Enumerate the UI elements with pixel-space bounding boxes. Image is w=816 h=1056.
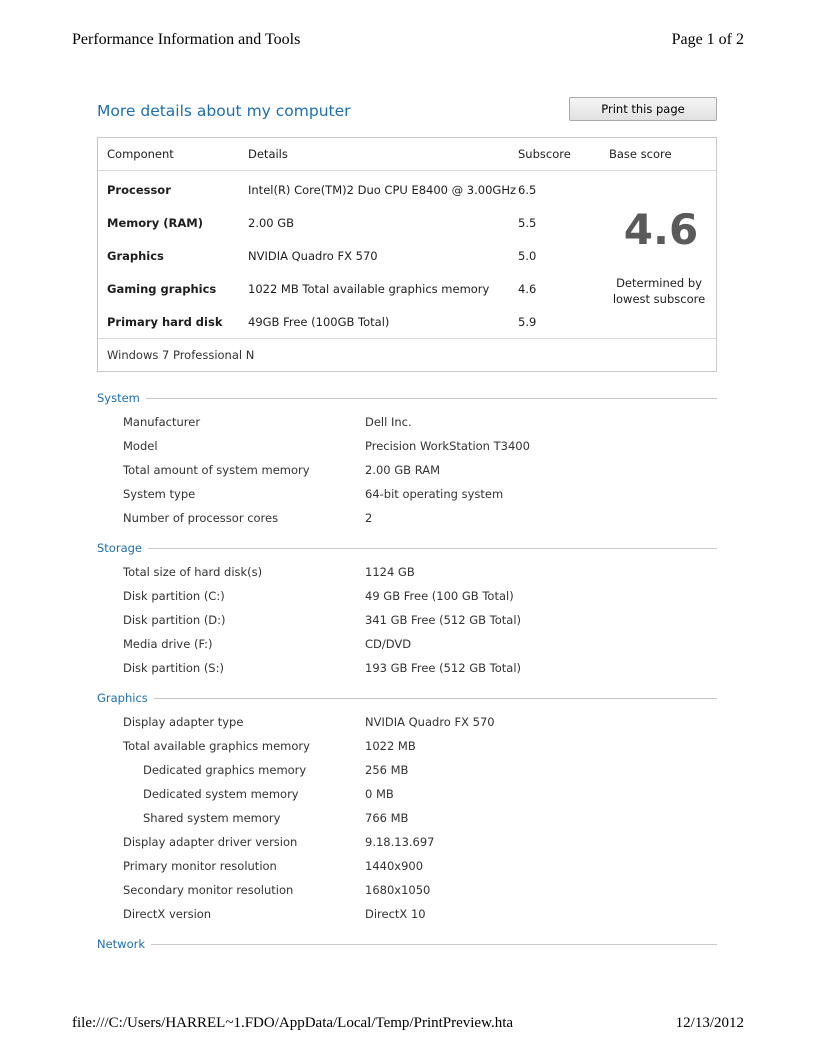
- print-footer: [72, 1015, 744, 1032]
- component-name: Primary hard disk: [107, 314, 223, 329]
- section-header-storage: [97, 536, 717, 560]
- component-subscore: 4.6: [518, 281, 537, 296]
- info-row: [97, 830, 717, 854]
- component-subscore: 5.9: [518, 314, 537, 329]
- info-row: [97, 506, 717, 530]
- info-row: [97, 584, 717, 608]
- print-header-page-number: Page 1 of 2: [671, 31, 744, 48]
- section-header-network: [97, 932, 717, 956]
- info-value: 64-bit operating system: [365, 487, 504, 501]
- print-header: [72, 31, 744, 49]
- info-value: 193 GB Free (512 GB Total): [365, 661, 522, 675]
- info-row: [97, 734, 717, 758]
- component-name: Processor: [107, 182, 171, 197]
- section-divider: [154, 698, 717, 699]
- component-name: Gaming graphics: [107, 281, 217, 296]
- info-value: 1022 MB: [365, 739, 416, 753]
- info-value: NVIDIA Quadro FX 570: [365, 715, 495, 729]
- component-name: Graphics: [107, 248, 164, 263]
- info-row: [97, 878, 717, 902]
- info-row: [97, 806, 717, 830]
- info-value: 49 GB Free (100 GB Total): [365, 589, 514, 603]
- base-score-note: [601, 275, 717, 307]
- section-label: System: [97, 391, 146, 405]
- info-row: [97, 710, 717, 734]
- base-score-note-line: lowest subscore: [612, 292, 706, 306]
- info-key: DirectX version: [123, 907, 212, 921]
- base-score-value: 4.6: [623, 205, 699, 254]
- column-header-subscore: Subscore: [518, 138, 609, 171]
- info-value: 9.18.13.697: [365, 835, 435, 849]
- component-details: 49GB Free (100GB Total): [248, 314, 390, 329]
- section-header-system: [97, 386, 717, 410]
- section-label: Network: [97, 937, 151, 951]
- os-edition: Windows 7 Professional N: [98, 338, 716, 371]
- info-key: Total available graphics memory: [123, 739, 310, 753]
- component-subscore: 5.5: [518, 215, 537, 230]
- score-summary-box: [97, 137, 717, 372]
- section-divider: [151, 944, 717, 945]
- info-row: [97, 560, 717, 584]
- info-value: 341 GB Free (512 GB Total): [365, 613, 522, 627]
- info-key: Dedicated graphics memory: [143, 763, 307, 777]
- info-key: Total size of hard disk(s): [123, 565, 263, 579]
- info-key: Disk partition (S:): [123, 661, 224, 675]
- info-row: [97, 434, 717, 458]
- print-footer-date: 12/13/2012: [675, 1015, 744, 1031]
- info-key: Number of processor cores: [123, 511, 279, 525]
- title-row: [97, 97, 717, 137]
- info-key: Secondary monitor resolution: [123, 883, 294, 897]
- info-row: [97, 632, 717, 656]
- info-row: [97, 458, 717, 482]
- main-content: [97, 97, 717, 956]
- info-key: Media drive (F:): [123, 637, 213, 651]
- info-key: Display adapter type: [123, 715, 244, 729]
- print-header-title: Performance Information and Tools: [72, 31, 301, 48]
- info-key: Shared system memory: [143, 811, 281, 825]
- component-details: 2.00 GB: [248, 215, 295, 230]
- info-value: CD/DVD: [365, 637, 412, 651]
- section-divider: [146, 398, 717, 399]
- info-key: Manufacturer: [123, 415, 201, 429]
- info-row: [97, 854, 717, 878]
- info-value: Dell Inc.: [365, 415, 412, 429]
- info-key: Disk partition (C:): [123, 589, 225, 603]
- info-value: 1440x900: [365, 859, 424, 873]
- base-score-note-line: Determined by: [616, 276, 702, 290]
- info-value: 256 MB: [365, 763, 409, 777]
- component-subscore: 5.0: [518, 248, 537, 263]
- print-footer-path: file:///C:/Users/HARREL~1.FDO/AppData/Local/Temp/PrintPreview.hta: [72, 1015, 514, 1031]
- info-value: 766 MB: [365, 811, 409, 825]
- info-row: [97, 656, 717, 680]
- component-details: Intel(R) Core(TM)2 Duo CPU E8400 @ 3.00GHz: [248, 182, 517, 197]
- column-header-base-score: Base score: [609, 138, 716, 171]
- section-label: Storage: [97, 541, 148, 555]
- info-key: System type: [123, 487, 196, 501]
- page-title: More details about my computer: [97, 102, 351, 120]
- column-header-component: Component: [98, 138, 248, 171]
- info-key: Total amount of system memory: [123, 463, 310, 477]
- info-key: Primary monitor resolution: [123, 859, 277, 873]
- base-score-area: [601, 171, 717, 307]
- component-details: 1022 MB Total available graphics memory: [248, 281, 490, 296]
- info-key: Dedicated system memory: [143, 787, 299, 801]
- print-page-button[interactable]: Print this page: [569, 97, 717, 121]
- info-key: Display adapter driver version: [123, 835, 298, 849]
- score-row: [98, 305, 716, 338]
- section-label: Graphics: [97, 691, 154, 705]
- info-row: [97, 902, 717, 926]
- info-value: 1680x1050: [365, 883, 431, 897]
- component-subscore: 6.5: [518, 182, 537, 197]
- info-row: [97, 758, 717, 782]
- info-value: 0 MB: [365, 787, 394, 801]
- info-row: [97, 410, 717, 434]
- info-key: Disk partition (D:): [123, 613, 226, 627]
- info-row: [97, 482, 717, 506]
- info-value: DirectX 10: [365, 907, 426, 921]
- info-value: 2: [365, 511, 373, 525]
- section-divider: [148, 548, 717, 549]
- column-header-details: Details: [248, 138, 518, 171]
- score-table-header: [98, 138, 716, 171]
- component-details: NVIDIA Quadro FX 570: [248, 248, 378, 263]
- info-value: 1124 GB: [365, 565, 415, 579]
- info-row: [97, 782, 717, 806]
- info-row: [97, 608, 717, 632]
- info-key: Model: [123, 439, 158, 453]
- info-value: Precision WorkStation T3400: [365, 439, 530, 453]
- component-name: Memory (RAM): [107, 215, 204, 230]
- info-value: 2.00 GB RAM: [365, 463, 441, 477]
- section-header-graphics: [97, 686, 717, 710]
